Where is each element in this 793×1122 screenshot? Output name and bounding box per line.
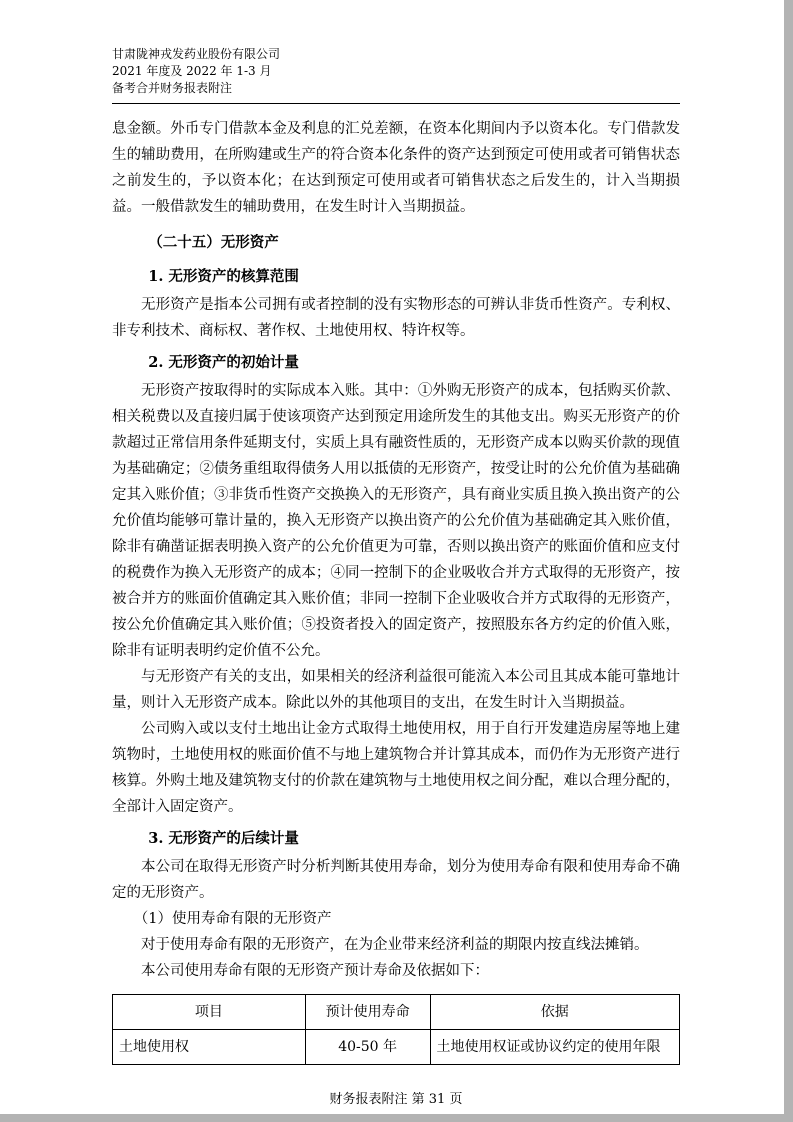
report-period: 2021 年度及 2022 年 1-3 月 — [112, 64, 272, 78]
page-footer: 财务报表附注 第 31 页 — [329, 1092, 463, 1107]
paragraph-table-intro: 本公司使用寿命有限的无形资产预计寿命及依据如下： — [141, 963, 489, 979]
paragraph-intangible-scope: 无形资产是指本公司拥有或者控制的没有实物形态的可辨认非货币性资产。专利权、非专利技术、商标权、著作权、土地使用权、特许权等。 — [112, 297, 680, 339]
document-title: 备考合并财务报表附注 — [112, 81, 233, 95]
paragraph-related-expenditure: 与无形资产有关的支出，如果相关的经济利益很可能流入本公司且其成本能可靠地计量，则计入无形资产成本。除此以外的其他项目的支出，在发生时计入当期损益。 — [112, 669, 680, 711]
subheading-accounting-scope: 1. 无形资产的核算范围 — [148, 268, 299, 285]
paragraph-item-1-finite-life: （1）使用寿命有限的无形资产 — [133, 911, 332, 927]
useful-life-table — [112, 994, 680, 1065]
paragraph-land-use-right: 公司购入或以支付土地出让金方式取得土地使用权，用于自行开发建造房屋等地上建筑物时，土地使用权的账面价值不与地上建筑物合并计算其成本，而仍作为无形资产进行核算。外购土地及建筑物支付的价款在建筑物与土地使用权之间分配，难以合理分配的，全部计入固定资产。 — [112, 721, 680, 815]
table-header-item: 项目 — [113, 995, 306, 1030]
table-cell-life: 40-50 年 — [305, 1030, 430, 1065]
table-cell-item: 土地使用权 — [113, 1030, 306, 1065]
subheading-initial-measurement: 2. 无形资产的初始计量 — [148, 354, 299, 371]
subheading-subsequent-measurement: 3. 无形资产的后续计量 — [148, 830, 299, 847]
table-row — [113, 1030, 680, 1065]
table-header-basis: 依据 — [430, 995, 680, 1030]
document-body — [112, 116, 680, 1113]
paragraph-borrowing-costs-continuation: 息金额。外币专门借款本金及利息的汇兑差额，在资本化期间内予以资本化。专门借款发生的辅助费用，在所购建或生产的符合资本化条件的资产达到预定可使用或者可销售状态之前发生的，予以资本化；在达到预定可使用或者可销售状态之后发生的，计入当期损益。一般借款发生的辅助费用，在发生时计入当期损益。 — [112, 121, 680, 215]
paragraph-useful-life-classification: 本公司在取得无形资产时分析判断其使用寿命，划分为使用寿命有限和使用寿命不确定的无形资产。 — [112, 859, 680, 901]
table-header-row — [113, 995, 680, 1030]
section-heading-intangible-assets: （二十五）无形资产 — [148, 234, 279, 251]
table-cell-basis: 土地使用权证或协议约定的使用年限 — [430, 1030, 680, 1065]
company-name: 甘肃陇神戎发药业股份有限公司 — [112, 47, 281, 61]
paragraph-initial-measurement: 无形资产按取得时的实际成本入账。其中：①外购无形资产的成本，包括购买价款、相关税费以及直接归属于使该项资产达到预定用途所发生的其他支出。购买无形资产的价款超过正常信用条件延期支付，实质上具有融资性质的，无形资产成本以购买价款的现值为基础确定；②债务重组取得债务人用以抵债的无形资产，按受让时的公允价值为基础确定其入账价值；③非货币性资产交换换入的无形资产，具有商业实质且换入换出资产的公允价值均能够可靠计量的，换入无形资产以换出资产的公允价值为基础确定其入账价值，除非有确凿证据表明换入资产的公允价值更为可靠，否则以换出资产的账面价值和应支付的税费作为换入无形资产的成本；④同一控制下的企业吸收合并方式取得的无形资产，按被合并方的账面价值确定其入账价值；非同一控制下企业吸收合并方式取得的无形资产，按公允价值确定其入账价值；⑤投资者投入的固定资产，按照股东各方约定的价值入账，除非有证明表明约定价值不公允。 — [112, 383, 680, 659]
document-header — [112, 46, 680, 104]
paragraph-straight-line-amortization: 对于使用寿命有限的无形资产，在为企业带来经济利益的期限内按直线法摊销。 — [141, 937, 649, 953]
table-header-life: 预计使用寿命 — [305, 995, 430, 1030]
page-edge-bottom — [0, 1114, 793, 1122]
page-edge-right — [784, 0, 793, 1122]
